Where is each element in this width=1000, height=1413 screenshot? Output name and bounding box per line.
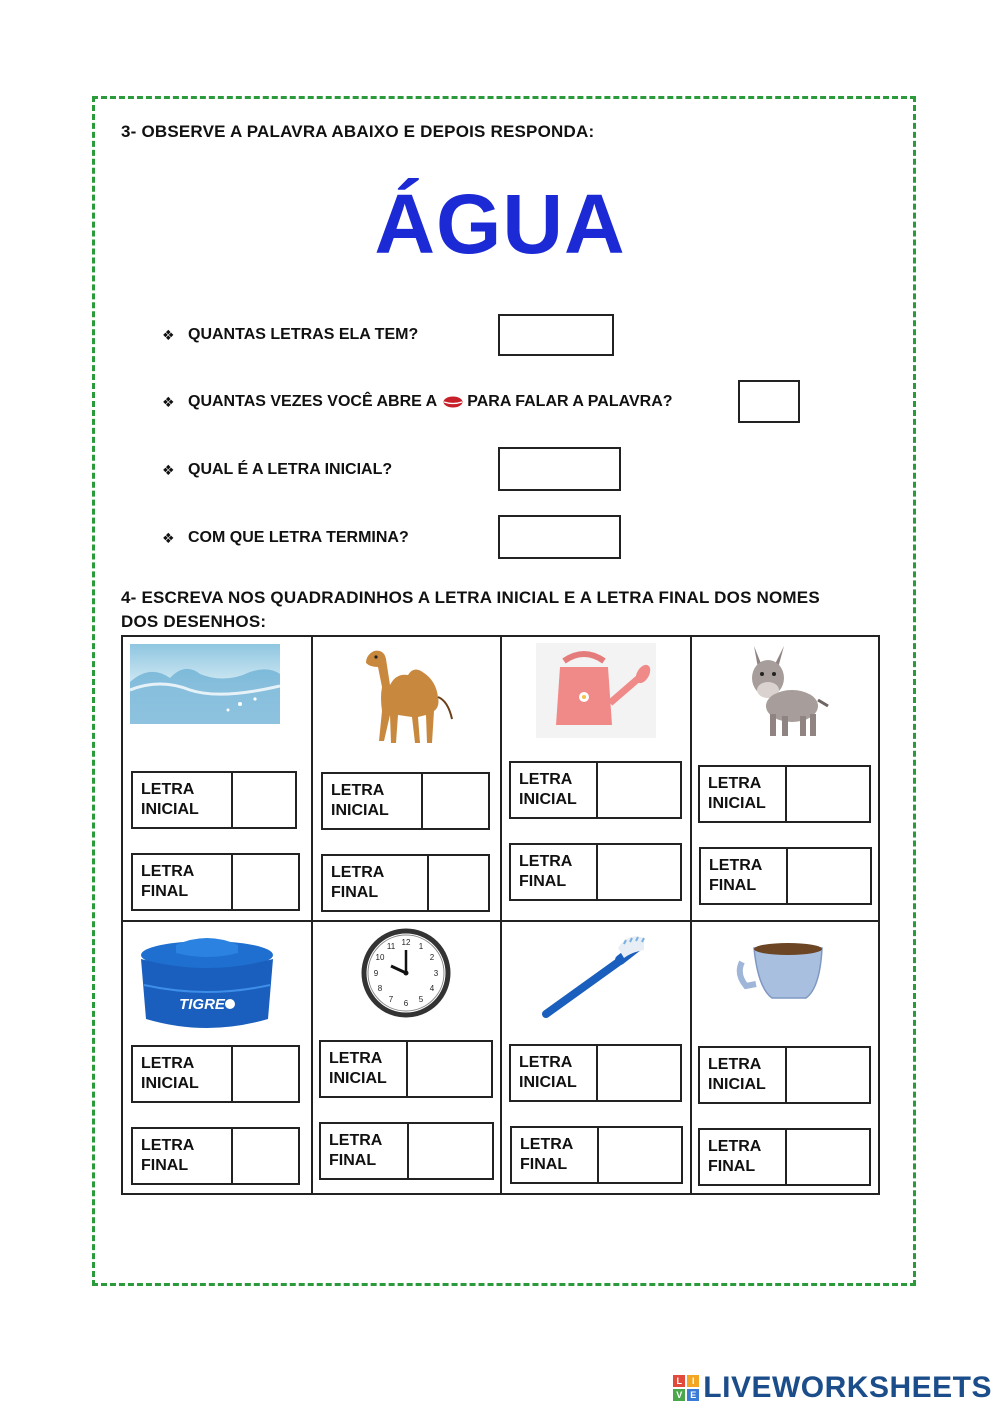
final-letter-box-4[interactable] xyxy=(699,847,872,905)
final-label: LETRA FINAL xyxy=(133,1129,233,1183)
clock-number: 1 xyxy=(418,942,424,951)
initial-letter-input[interactable] xyxy=(787,1048,869,1102)
water-tank-picture xyxy=(136,937,278,1033)
lips-icon xyxy=(443,396,463,408)
initial-letter-input[interactable] xyxy=(598,763,680,817)
grid-divider xyxy=(311,637,313,1193)
initial-label: LETRA INICIAL xyxy=(700,1048,787,1102)
initial-letter-input[interactable] xyxy=(423,774,488,828)
exercise-4-title-line1: 4- ESCREVA NOS QUADRADINHOS A LETRA INICIAL E A LETRA FINAL DOS NOMES xyxy=(121,588,820,607)
clock-number: 8 xyxy=(377,984,383,993)
final-letter-box-2[interactable] xyxy=(321,854,490,912)
final-label: LETRA FINAL xyxy=(321,1124,409,1178)
initial-letter-input[interactable] xyxy=(233,1047,298,1101)
final-letter-input[interactable] xyxy=(233,855,298,909)
initial-label: LETRA INICIAL xyxy=(133,773,233,827)
final-letter-input[interactable] xyxy=(409,1124,492,1178)
clock-number: 7 xyxy=(388,995,394,1004)
initial-label: LETRA INICIAL xyxy=(323,774,423,828)
grid-divider xyxy=(690,637,692,1193)
clock-picture xyxy=(361,928,451,1018)
initial-label: LETRA INICIAL xyxy=(321,1042,408,1096)
bullet-icon: ❖ xyxy=(162,529,175,546)
initial-letter-box-4[interactable] xyxy=(698,765,871,823)
initial-letter-box-6[interactable] xyxy=(319,1040,493,1098)
donkey-picture xyxy=(740,644,832,740)
initial-letter-input[interactable] xyxy=(598,1046,680,1100)
final-label: LETRA FINAL xyxy=(700,1130,787,1184)
watering-can-picture xyxy=(536,643,656,738)
clock-number: 5 xyxy=(418,995,424,1004)
initial-letter-box-8[interactable] xyxy=(698,1046,871,1104)
final-label: LETRA FINAL xyxy=(323,856,429,910)
initial-letter-input[interactable] xyxy=(233,773,295,827)
clock-number: 10 xyxy=(375,953,385,962)
initial-label: LETRA INICIAL xyxy=(511,1046,598,1100)
final-letter-box-8[interactable] xyxy=(698,1128,871,1186)
final-letter-input[interactable] xyxy=(233,1129,298,1183)
question-letter-count xyxy=(162,326,418,344)
liveworksheets-logo xyxy=(673,1371,992,1405)
question-text: QUANTAS LETRAS ELA TEM? xyxy=(188,326,419,343)
bullet-icon: ❖ xyxy=(162,393,175,410)
cup-picture xyxy=(736,940,826,1002)
exercise-4-title-line2: DOS DESENHOS: xyxy=(121,612,267,631)
bullet-icon: ❖ xyxy=(162,326,175,343)
question-text: QUAL É A LETRA INICIAL? xyxy=(188,461,393,478)
clock-number: 11 xyxy=(386,942,396,951)
answer-final-letter[interactable] xyxy=(498,515,621,559)
final-letter-box-5[interactable] xyxy=(131,1127,300,1185)
clock-number: 3 xyxy=(433,969,439,978)
final-letter-box-3[interactable] xyxy=(509,843,682,901)
final-letter-input[interactable] xyxy=(598,845,680,899)
final-letter-input[interactable] xyxy=(599,1128,681,1182)
final-label: LETRA FINAL xyxy=(133,855,233,909)
final-letter-input[interactable] xyxy=(429,856,488,910)
clock-number: 12 xyxy=(401,938,411,947)
clock-number: 6 xyxy=(403,999,409,1008)
brand-name: LIVEWORKSHEETS xyxy=(703,1371,992,1404)
clock-number: 2 xyxy=(429,953,435,962)
final-label: LETRA FINAL xyxy=(511,845,598,899)
initial-letter-box-3[interactable] xyxy=(509,761,682,819)
grid-divider xyxy=(500,637,502,1193)
initial-label: LETRA INICIAL xyxy=(511,763,598,817)
final-label: LETRA FINAL xyxy=(701,849,788,903)
clock-number: 9 xyxy=(373,969,379,978)
final-letter-box-7[interactable] xyxy=(510,1126,683,1184)
initial-letter-box-1[interactable] xyxy=(131,771,297,829)
question-mouth-opens xyxy=(162,393,673,411)
tank-brand-text: TIGRE xyxy=(179,996,225,1013)
initial-label: LETRA INICIAL xyxy=(133,1047,233,1101)
initial-letter-input[interactable] xyxy=(408,1042,491,1096)
logo-mark-icon: L I V E xyxy=(673,1375,699,1401)
question-initial-letter xyxy=(162,461,392,479)
final-letter-box-6[interactable] xyxy=(319,1122,494,1180)
answer-letter-count[interactable] xyxy=(498,314,614,356)
featured-word: ÁGUA xyxy=(374,177,626,271)
final-letter-input[interactable] xyxy=(788,849,870,903)
initial-letter-box-7[interactable] xyxy=(509,1044,682,1102)
question-final-letter xyxy=(162,529,409,547)
answer-initial-letter[interactable] xyxy=(498,447,621,491)
final-letter-box-1[interactable] xyxy=(131,853,300,911)
clock-number: 4 xyxy=(429,984,435,993)
initial-letter-box-2[interactable] xyxy=(321,772,490,830)
bullet-icon: ❖ xyxy=(162,461,175,478)
grid-divider xyxy=(123,920,878,922)
toothbrush-picture xyxy=(540,930,652,1020)
initial-label: LETRA INICIAL xyxy=(700,767,787,821)
answer-mouth-opens[interactable] xyxy=(738,380,800,423)
exercise-3-title: 3- OBSERVE A PALAVRA ABAIXO E DEPOIS RESPONDA: xyxy=(121,122,595,141)
water-wave-picture xyxy=(130,644,280,724)
question-text: COM QUE LETRA TERMINA? xyxy=(188,529,409,546)
camel-picture xyxy=(352,645,460,749)
initial-letter-box-5[interactable] xyxy=(131,1045,300,1103)
initial-letter-input[interactable] xyxy=(787,767,869,821)
question-text-after: PARA FALAR A PALAVRA? xyxy=(467,393,673,410)
question-text-before: QUANTAS VEZES VOCÊ ABRE A xyxy=(188,393,438,410)
final-label: LETRA FINAL xyxy=(512,1128,599,1182)
final-letter-input[interactable] xyxy=(787,1130,869,1184)
